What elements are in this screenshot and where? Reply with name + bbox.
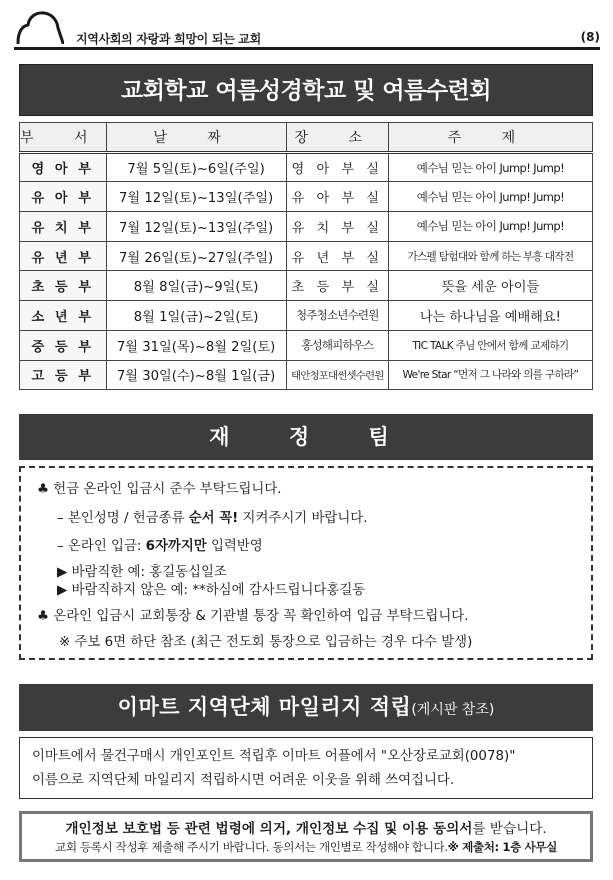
row-theme: 가스펠 탐험대와 함께 하는 부흥 대작전 [388, 241, 592, 271]
header-title: 지역사회의 자랑과 희망이 되는 교회 [76, 32, 261, 46]
finance-good-example: ▶ 바람직한 예: 홍길동십일조 [57, 565, 227, 580]
row-dept: 고 등 부 [20, 360, 107, 390]
row-place: 영 아 부 실 [286, 152, 388, 182]
table-row [20, 301, 593, 331]
row-place: 유 아 부 실 [286, 182, 388, 212]
row-place: 유 치 부 실 [286, 212, 388, 242]
row-place: 청주청소년수련원 [286, 301, 388, 331]
row-dept: 소 년 부 [20, 301, 107, 331]
row-date: 7월 5일(토)~6일(주일) [106, 152, 286, 182]
row-place: 유 년 부 실 [286, 241, 388, 271]
row-theme: TIC TALK 주님 안에서 함께 교제하기 [388, 330, 592, 360]
finance-line-6: ♣ 온라인 입금시 교회통장 & 기관별 통장 꼭 확인하여 입금 부탁드립니다. [37, 609, 469, 624]
table-row [20, 330, 593, 360]
header-divider [14, 47, 600, 50]
table-row [20, 212, 593, 242]
finance-line-2: – 본인성명 / 헌금종류 순서 꼭! 지켜주시기 바랍니다. [57, 511, 368, 526]
finance-line-3: – 온라인 입금: 6자까지만 입력반영 [57, 539, 263, 554]
table-row [20, 241, 593, 271]
row-dept: 중 등 부 [20, 330, 107, 360]
row-date: 7월 26일(토)~27일(주일) [106, 241, 286, 271]
table-row [20, 271, 593, 301]
finance-title: 재 정 팀 [19, 414, 593, 460]
row-dept: 유 아 부 [20, 182, 107, 212]
cloud-icon [16, 10, 64, 44]
row-date: 7월 31일(목)~8월 2일(토) [106, 330, 286, 360]
row-dept: 유 치 부 [20, 212, 107, 242]
row-place: 태안청포대썬셋수련원 [286, 360, 388, 390]
page-header [14, 10, 600, 46]
row-theme: 예수님 믿는 아이 Jump! Jump! [388, 212, 592, 242]
table-row [20, 182, 593, 212]
table-header-row [20, 123, 593, 153]
row-theme: We're Star “먼저 그 나라와 의를 구하라” [388, 360, 592, 390]
row-date: 7월 30일(수)~8월 1일(금) [106, 360, 286, 390]
emart-title: 이마트 지역단체 마일리지 적립(게시판 참조) [19, 684, 593, 731]
schedule-title: 교회학교 여름성경학교 및 여름수련회 [19, 64, 593, 116]
col-header-dept: 부 서 [20, 123, 107, 153]
schedule-table [19, 122, 593, 390]
row-theme: 예수님 믿는 아이 Jump! Jump! [388, 152, 592, 182]
row-date: 7월 12일(토)~13일(주일) [106, 212, 286, 242]
emart-notice [19, 737, 593, 799]
col-header-theme: 주 제 [388, 123, 592, 153]
finance-notice [19, 466, 593, 660]
col-header-date: 날 짜 [106, 123, 286, 153]
emart-subtitle: (게시판 참조) [411, 702, 495, 718]
row-date: 7월 12일(토)~13일(주일) [106, 182, 286, 212]
row-dept: 초 등 부 [20, 271, 107, 301]
row-date: 8월 1일(금)~2일(토) [106, 301, 286, 331]
row-dept: 영 아 부 [20, 152, 107, 182]
emart-line-2: 이름으로 지역단체 마일리지 적립하시면 어려운 이웃을 위해 쓰여집니다. [32, 773, 455, 788]
page-number: (8) [580, 30, 600, 44]
finance-bad-example: ▶ 바람직하지 않은 예: **하심에 감사드립니다홍길동 [57, 583, 366, 598]
privacy-notice [19, 811, 593, 862]
table-row [20, 152, 593, 182]
row-theme: 예수님 믿는 아이 Jump! Jump! [388, 182, 592, 212]
row-theme: 뜻을 세운 아이들 [388, 271, 592, 301]
finance-note: ※ 주보 6면 하단 참조 (최근 전도회 통장으로 입금하는 경우 다수 발생) [59, 635, 473, 650]
emart-line-1: 이마트에서 물건구매시 개인포인트 적립후 이마트 어플에서 "오산장로교회(0078)" [32, 749, 516, 764]
finance-line-1: ♣ 헌금 온라인 입금시 준수 부탁드립니다. [37, 482, 282, 497]
row-place: 홍성해피하우스 [286, 330, 388, 360]
privacy-line-2: 교회 등록시 작성후 제출해 주시기 바랍니다. 동의서는 개인별로 작성해야 합니다.※ 제출처: 1층 사무실 [55, 840, 557, 854]
row-place: 초 등 부 실 [286, 271, 388, 301]
row-dept: 유 년 부 [20, 241, 107, 271]
privacy-line-1: 개인정보 보호법 등 관련 법령에 의거, 개인정보 수집 및 이용 동의서를 받습니다. [65, 821, 547, 837]
row-theme: 나는 하나님을 예배해요! [388, 301, 592, 331]
row-date: 8월 8일(금)~9일(토) [106, 271, 286, 301]
table-row [20, 360, 593, 390]
col-header-place: 장 소 [286, 123, 388, 153]
